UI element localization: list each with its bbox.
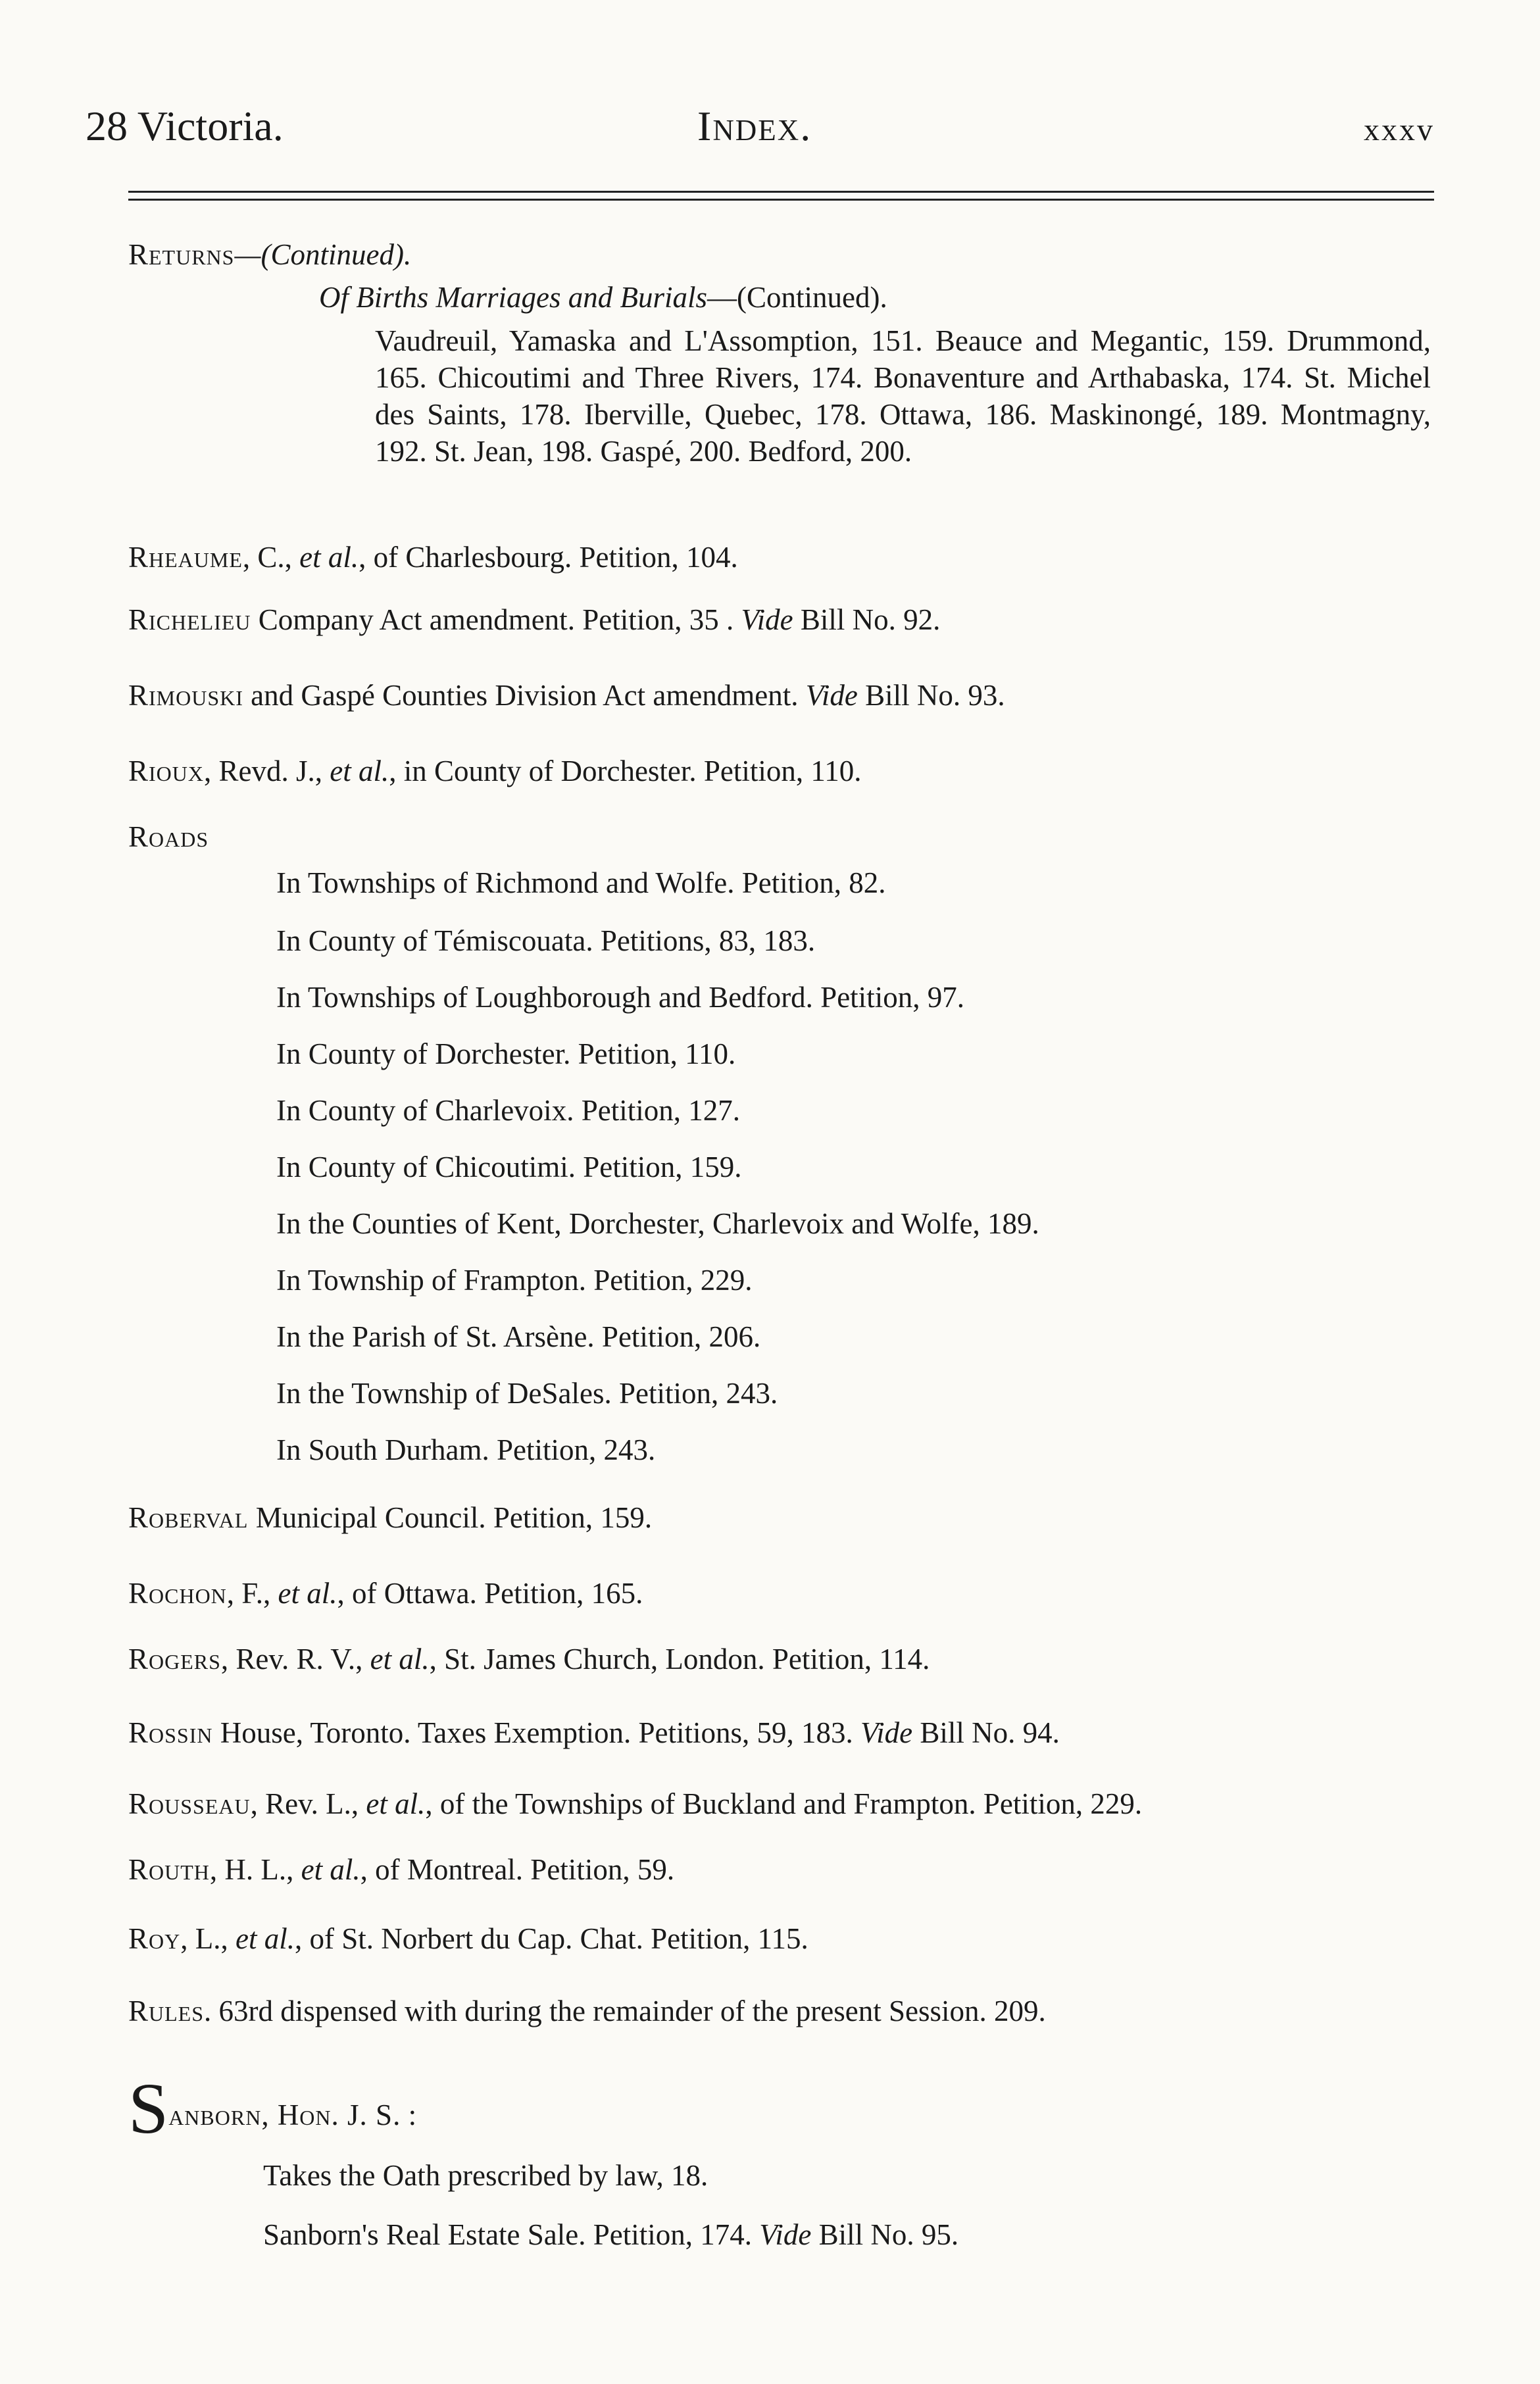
index-entry: Rioux, Revd. J., et al., in County of Dorchester. Petition, 110.	[128, 755, 862, 787]
roads-item: In County of Chicoutimi. Petition, 159.	[276, 1151, 742, 1183]
index-entry: Rogers, Rev. R. V., et al., St. James Church, London. Petition, 114.	[128, 1643, 930, 1676]
roads-item: In South Durham. Petition, 243.	[276, 1433, 656, 1466]
index-entry: Rules. 63rd dispensed with during the remainder of the present Session. 209.	[128, 1995, 1046, 2027]
index-entry: Rimouski and Gaspé Counties Division Act amendment. Vide Bill No. 93.	[128, 679, 1005, 712]
roads-item: In the Township of DeSales. Petition, 243.	[276, 1377, 778, 1410]
sanborn-heading: Sanborn, Hon. J. S. :	[128, 2068, 417, 2148]
roads-item: In County of Témiscouata. Petitions, 83, 183.	[276, 924, 816, 957]
index-entry: Richelieu Company Act amendment. Petition, 35 . Vide Bill No. 92.	[128, 603, 941, 636]
running-header-title: Index.	[697, 103, 812, 149]
index-entry: Roberval Municipal Council. Petition, 159.	[128, 1501, 653, 1534]
returns-paragraph: Vaudreuil, Yamaska and L'Assomption, 151. Beauce and Megantic, 159. Drummond, 165. Chicoutimi and Three Rivers, 174. Bonaventure and Arthabaska, 174. St. Michel des Saints, 178. Iberville, Quebec, 178. Ottawa, 186. Maskinongé, 189. Montmagny, 192. St. Jean, 198. Gaspé, 200. Bedford, 200.	[375, 324, 1431, 468]
roads-item: In Townships of Richmond and Wolfe. Petition, 82.	[276, 866, 886, 899]
roads-item: In County of Charlevoix. Petition, 127.	[276, 1094, 740, 1127]
returns-heading: Returns—(Continued).	[128, 238, 412, 271]
roads-heading: Roads	[128, 820, 209, 853]
index-entry: Rheaume, C., et al., of Charlesbourg. Petition, 104.	[128, 541, 738, 574]
index-entry: Rousseau, Rev. L., et al., of the Townships of Buckland and Frampton. Petition, 229.	[128, 1787, 1143, 1820]
roads-item: In Township of Frampton. Petition, 229.	[276, 1264, 753, 1297]
returns-subheading: Of Births Marriages and Burials—(Continued).	[319, 281, 887, 314]
roads-item: In the Parish of St. Arsène. Petition, 206.	[276, 1320, 761, 1353]
index-entry: Rochon, F., et al., of Ottawa. Petition, 165.	[128, 1577, 643, 1610]
roads-item: In Townships of Loughborough and Bedford. Petition, 97.	[276, 981, 964, 1014]
running-header-left: 28 Victoria.	[86, 103, 284, 149]
page-number: xxxv	[1364, 112, 1435, 147]
sanborn-item: Takes the Oath prescribed by law, 18.	[263, 2159, 708, 2192]
index-entry: Routh, H. L., et al., of Montreal. Petition, 59.	[128, 1853, 675, 1886]
roads-item: In the Counties of Kent, Dorchester, Charlevoix and Wolfe, 189.	[276, 1207, 1039, 1240]
roads-item: In County of Dorchester. Petition, 110.	[276, 1037, 736, 1070]
index-entry: Roy, L., et al., of St. Norbert du Cap. Chat. Petition, 115.	[128, 1922, 808, 1955]
index-entry: Rossin House, Toronto. Taxes Exemption. Petitions, 59, 183. Vide Bill No. 94.	[128, 1716, 1060, 1749]
header-rule	[128, 191, 1434, 193]
header-rule	[128, 199, 1434, 201]
sanborn-item: Sanborn's Real Estate Sale. Petition, 174. Vide Bill No. 95.	[263, 2218, 959, 2251]
